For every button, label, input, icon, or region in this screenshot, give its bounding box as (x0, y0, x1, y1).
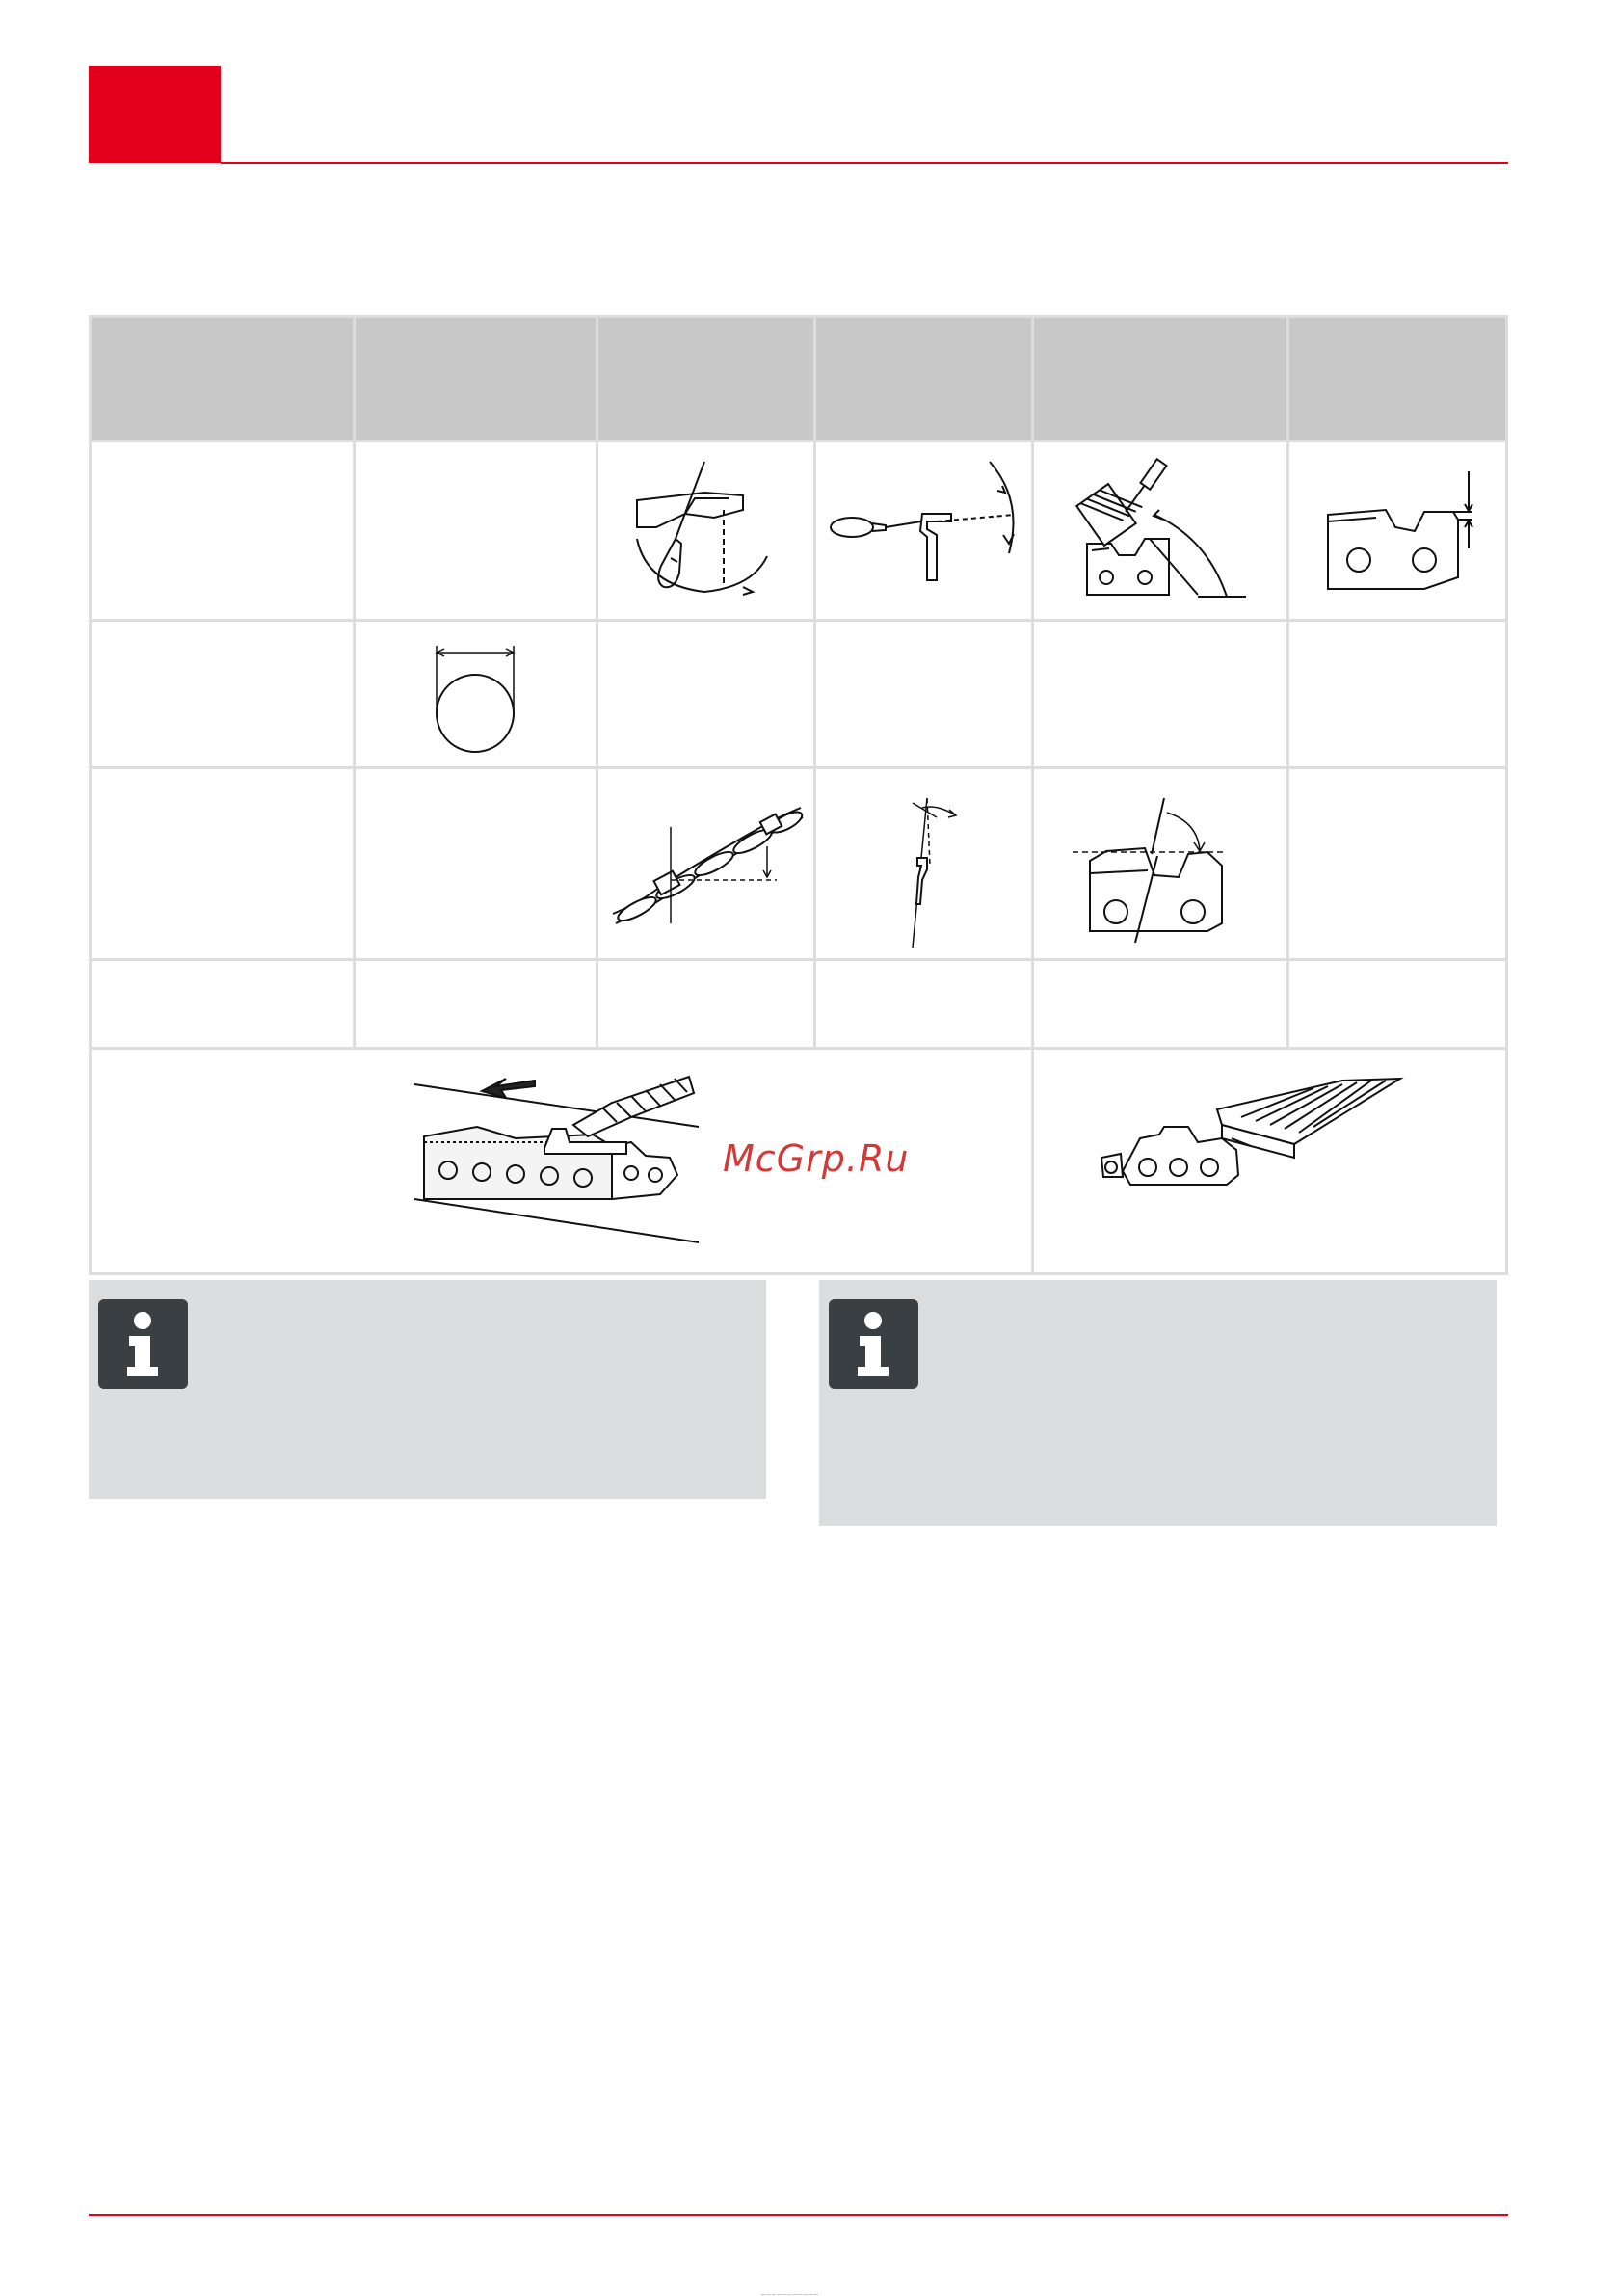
table-cell (598, 961, 813, 1047)
file-holder-angle-diagram (816, 442, 1031, 619)
depth-gauge-check-illustration (1034, 1050, 1505, 1272)
info-box-left (89, 1280, 766, 1499)
table-cell (816, 622, 1031, 766)
table-cell (92, 622, 353, 766)
filing-angle-diagram (598, 442, 813, 619)
side-plate-angle-diagram (816, 769, 1031, 958)
info-box-right (819, 1280, 1497, 1526)
header-rule (221, 162, 1508, 164)
table-cell (816, 961, 1031, 1047)
table-cell (1289, 961, 1505, 1047)
chain-top-plate-angle-diagram (598, 769, 813, 958)
table-cell (92, 442, 353, 619)
table-cell (1289, 622, 1505, 766)
cutter-tooth-angle-diagram (1034, 769, 1286, 958)
table-cell (598, 622, 813, 766)
table-cell (1034, 961, 1286, 1047)
file-tilt-angle-diagram (1034, 442, 1286, 619)
info-icon (98, 1299, 188, 1389)
table-cell (92, 769, 353, 958)
depth-gauge-diagram (1289, 442, 1505, 619)
table-cell (92, 961, 353, 1047)
table-cell (356, 769, 596, 958)
table-header-cell (816, 318, 1031, 440)
table-header-cell (1289, 318, 1505, 440)
footer-text: ___________ (761, 2286, 819, 2295)
watermark: McGrp.Ru (723, 1137, 910, 1180)
footer-rule (89, 2214, 1508, 2216)
table-header-cell (356, 318, 596, 440)
chapter-marker (89, 66, 221, 163)
table-header-cell (1034, 318, 1286, 440)
file-diameter-diagram (356, 622, 596, 766)
table-header-cell (92, 318, 353, 440)
table-cell (1289, 769, 1505, 958)
table-cell (356, 961, 596, 1047)
table-header-cell (598, 318, 813, 440)
info-icon (829, 1299, 918, 1389)
table-cell (356, 442, 596, 619)
table-cell (1034, 622, 1286, 766)
sharpening-table (89, 315, 1508, 1275)
